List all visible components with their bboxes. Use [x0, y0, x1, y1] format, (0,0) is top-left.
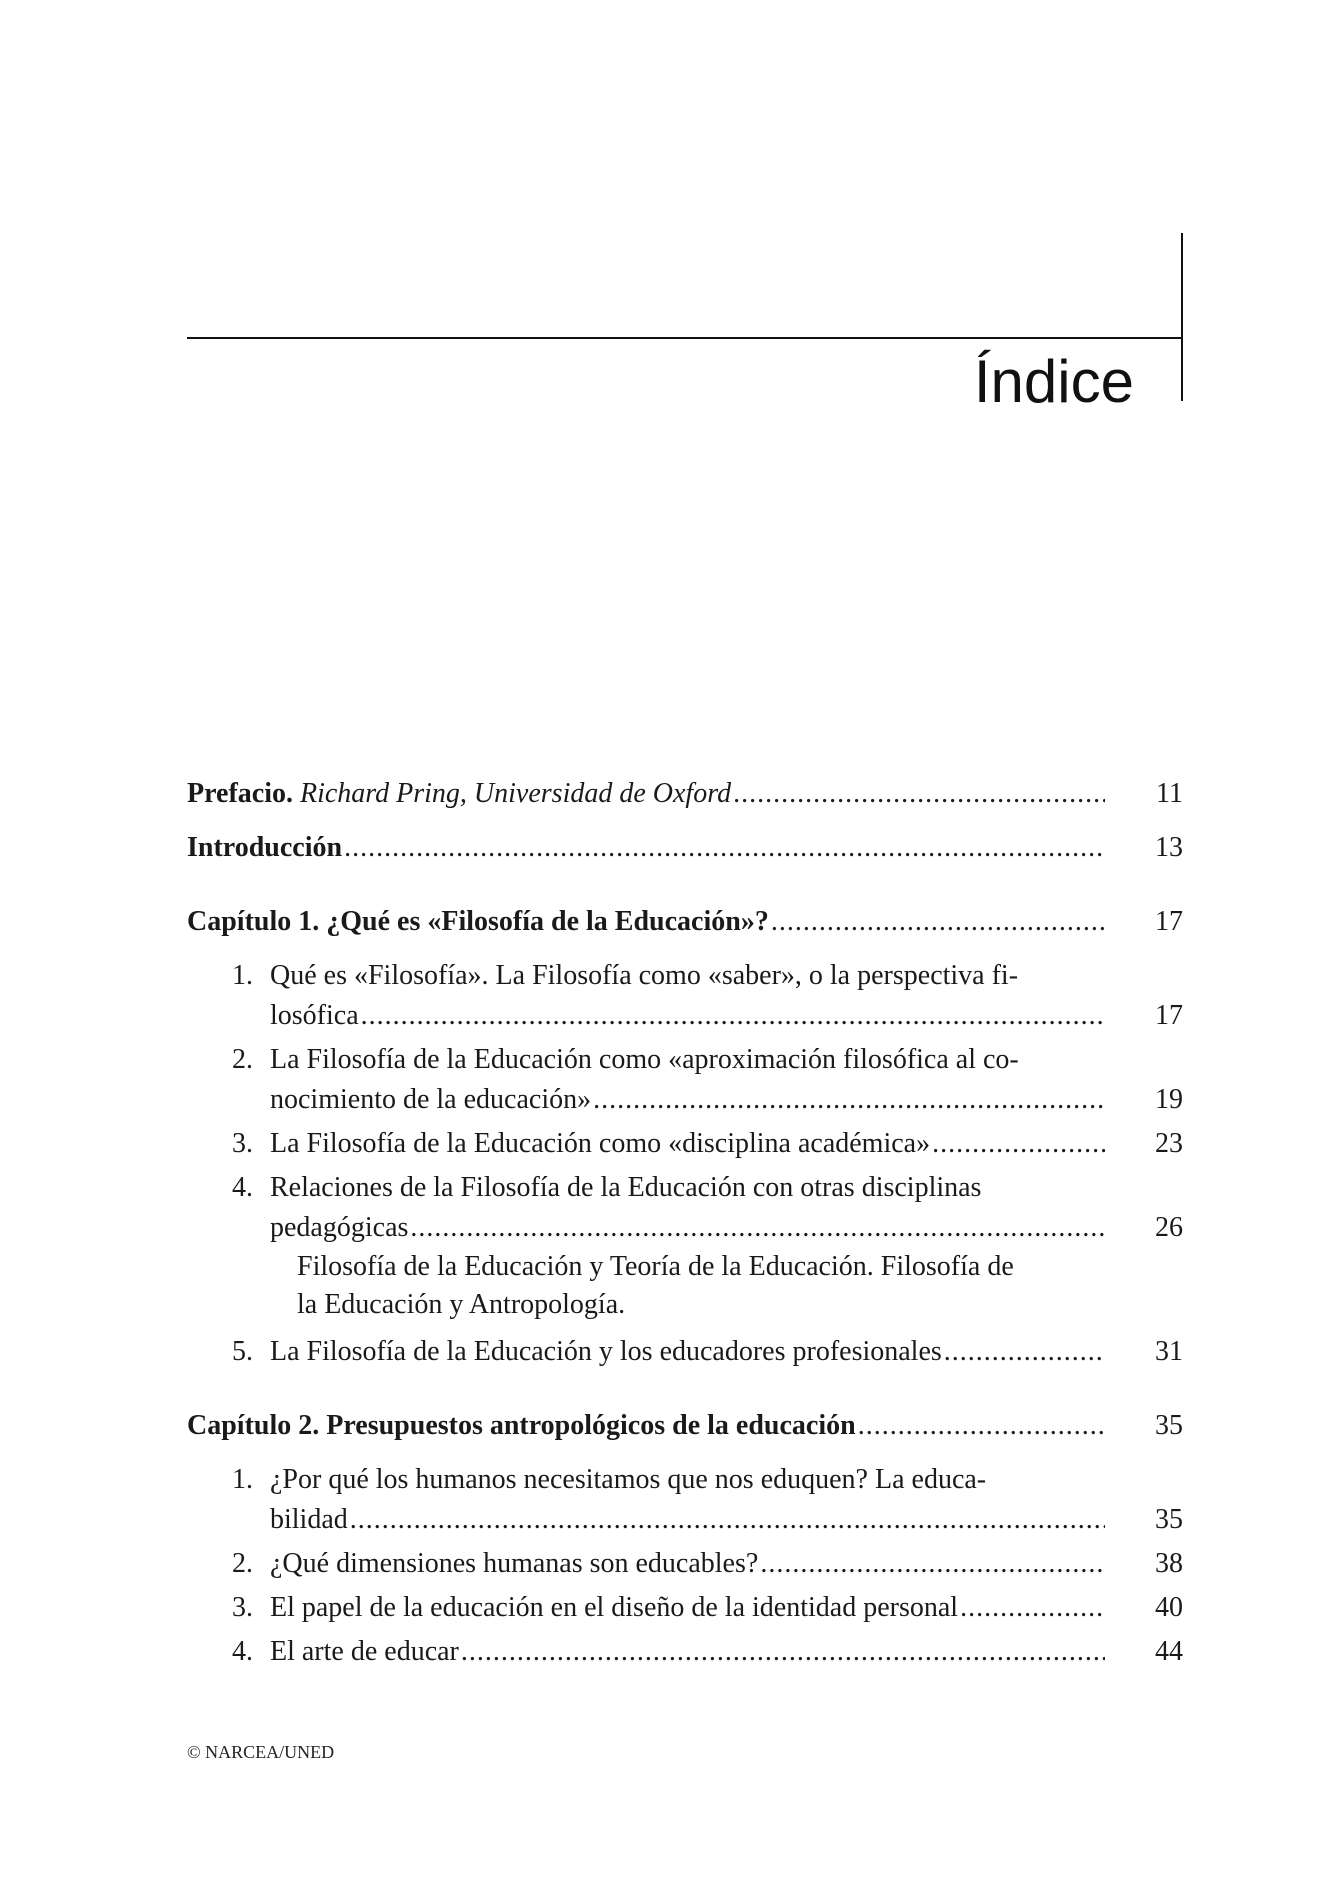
item-number: 4.: [232, 1172, 253, 1203]
page-number: 11: [1156, 778, 1183, 809]
dot-leader: [733, 774, 1105, 814]
dot-leader: [350, 1500, 1105, 1540]
toc-subentry: [187, 1168, 1183, 1248]
item-number: 3.: [232, 1592, 253, 1623]
toc-subentry: [187, 1588, 1183, 1628]
page-number: 17: [1155, 1000, 1183, 1031]
page-number: 13: [1155, 832, 1183, 863]
dot-leader: [593, 1080, 1105, 1120]
entry-line: El arte de educar: [270, 1636, 459, 1667]
toc-entry-introduccion: [187, 828, 1183, 868]
chapter-title: Capítulo 2. Presupuestos antropológicos de la educación: [187, 1410, 856, 1441]
page-number: 23: [1155, 1128, 1183, 1159]
toc-entry-chapter-2: [187, 1406, 1183, 1446]
dot-leader: [344, 828, 1105, 868]
header-rule-horizontal: [187, 337, 1182, 339]
entry-line: ¿Qué dimensiones humanas son educables?: [270, 1548, 759, 1579]
entry-line: Qué es «Filosofía». La Filosofía como «saber», o la perspectiva fi-: [270, 960, 1019, 991]
dot-leader: [960, 1588, 1105, 1628]
page-number: 26: [1155, 1212, 1183, 1243]
toc-subentry: [187, 1460, 1183, 1540]
page-number: 35: [1155, 1504, 1183, 1535]
toc-entry-author: Richard Pring, Universidad de Oxford: [299, 778, 732, 809]
toc-subentry: [187, 1124, 1183, 1164]
dot-leader: [410, 1208, 1105, 1248]
toc-subentry: [187, 956, 1183, 1036]
entry-line: Relaciones de la Filosofía de la Educación con otras disciplinas: [270, 1172, 982, 1203]
item-number: 1.: [232, 1464, 253, 1495]
item-number: 5.: [232, 1336, 253, 1367]
page-number: 19: [1155, 1084, 1183, 1115]
entry-line: bilidad: [270, 1504, 348, 1535]
dot-leader: [858, 1406, 1105, 1446]
entry-line: ¿Por qué los humanos necesitamos que nos eduquen? La educa-: [270, 1464, 987, 1495]
page-number: 38: [1155, 1548, 1183, 1579]
item-number: 2.: [232, 1548, 253, 1579]
entry-line: La Filosofía de la Educación como «aproximación filosófica al co-: [270, 1044, 1019, 1075]
entry-line: nocimiento de la educación»: [270, 1084, 592, 1115]
page-number: 17: [1155, 906, 1183, 937]
entry-line: La Filosofía de la Educación como «disciplina académica»: [270, 1128, 931, 1159]
item-number: 4.: [232, 1636, 253, 1667]
toc-subentry-note: [187, 1248, 1105, 1324]
dot-leader: [760, 1544, 1105, 1584]
header-rule-vertical: [1181, 233, 1183, 401]
chapter-title: Capítulo 1. ¿Qué es «Filosofía de la Educación»?: [187, 906, 769, 937]
dot-leader: [771, 902, 1105, 942]
page-number: 44: [1155, 1636, 1183, 1667]
dot-leader: [944, 1332, 1105, 1372]
toc-entry-chapter-1: [187, 902, 1183, 942]
item-number: 2.: [232, 1044, 253, 1075]
table-of-contents: [187, 774, 1183, 1672]
toc-subentry: [187, 1632, 1183, 1672]
entry-line: losófica: [270, 1000, 359, 1031]
dot-leader: [932, 1124, 1105, 1164]
page-number: 35: [1155, 1410, 1183, 1441]
entry-line: pedagógicas: [270, 1212, 409, 1243]
toc-entry-label: Introducción: [187, 832, 343, 863]
note-line: la Educación y Antropología.: [297, 1289, 626, 1320]
entry-line: La Filosofía de la Educación y los educadores profesionales: [270, 1336, 942, 1367]
toc-entry-label: Prefacio.: [187, 778, 293, 809]
toc-subentry: [187, 1040, 1183, 1120]
item-number: 3.: [232, 1128, 253, 1159]
entry-line: El papel de la educación en el diseño de la identidad personal: [270, 1592, 959, 1623]
page-title: Índice: [973, 348, 1134, 415]
page-number: 40: [1155, 1592, 1183, 1623]
copyright-footer: © NARCEA/UNED: [187, 1742, 335, 1762]
toc-entry-prefacio: [187, 774, 1183, 814]
toc-subentry: [187, 1332, 1183, 1372]
dot-leader: [361, 996, 1105, 1036]
dot-leader: [461, 1632, 1105, 1672]
note-line: Filosofía de la Educación y Teoría de la Educación. Filosofía de: [297, 1251, 1014, 1282]
item-number: 1.: [232, 960, 253, 991]
toc-subentry: [187, 1544, 1183, 1584]
page-number: 31: [1155, 1336, 1183, 1367]
